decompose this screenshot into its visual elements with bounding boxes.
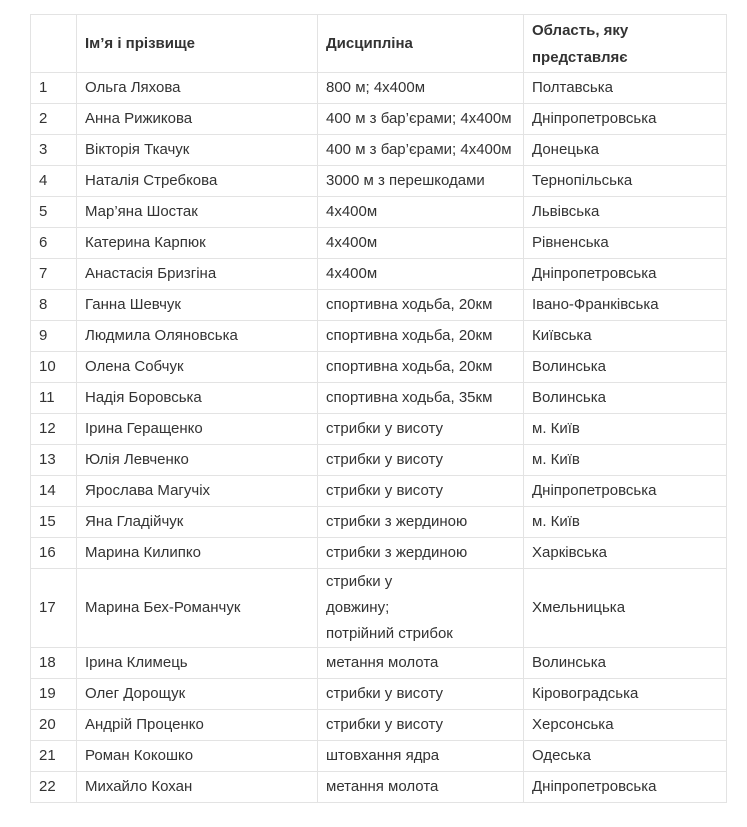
discipline-cell: спортивна ходьба, 20км xyxy=(318,290,524,321)
table-row xyxy=(31,135,727,166)
athlete-name-cell: Ярослава Магучіх xyxy=(77,476,318,507)
athlete-name-cell: Ганна Шевчук xyxy=(77,290,318,321)
discipline-cell: стрибки з жердиною xyxy=(318,538,524,569)
table-row xyxy=(31,104,727,135)
table-body xyxy=(31,73,727,803)
discipline-cell: стрибки у висоту xyxy=(318,710,524,741)
discipline-cell: 4х400м xyxy=(318,197,524,228)
table-row xyxy=(31,507,727,538)
region-cell: Волинська xyxy=(524,648,727,679)
table-row xyxy=(31,538,727,569)
region-cell: Львівська xyxy=(524,197,727,228)
header-number xyxy=(31,15,77,73)
table-row xyxy=(31,414,727,445)
table-row xyxy=(31,321,727,352)
region-cell: Тернопільська xyxy=(524,166,727,197)
discipline-cell: метання молота xyxy=(318,648,524,679)
table-row xyxy=(31,290,727,321)
region-cell: Донецька xyxy=(524,135,727,166)
table-row xyxy=(31,73,727,104)
discipline-cell: стрибки у висоту xyxy=(318,476,524,507)
region-cell: Полтавська xyxy=(524,73,727,104)
row-number-cell: 21 xyxy=(31,741,77,772)
discipline-cell: спортивна ходьба, 20км xyxy=(318,352,524,383)
athlete-name-cell: Андрій Проценко xyxy=(77,710,318,741)
row-number-cell: 12 xyxy=(31,414,77,445)
table-row xyxy=(31,445,727,476)
region-cell: Одеська xyxy=(524,741,727,772)
region-cell: м. Київ xyxy=(524,507,727,538)
discipline-cell: метання молота xyxy=(318,772,524,803)
athlete-name-cell: Вікторія Ткачук xyxy=(77,135,318,166)
table-row xyxy=(31,197,727,228)
table-row xyxy=(31,352,727,383)
table-row xyxy=(31,710,727,741)
athlete-name-cell: Олена Собчук xyxy=(77,352,318,383)
table-row xyxy=(31,741,727,772)
discipline-cell: спортивна ходьба, 20км xyxy=(318,321,524,352)
table-header-row xyxy=(31,15,727,73)
table-row xyxy=(31,228,727,259)
region-cell: Хмельницька xyxy=(524,569,727,648)
region-cell: Івано-Франківська xyxy=(524,290,727,321)
table-row xyxy=(31,679,727,710)
region-cell: Волинська xyxy=(524,352,727,383)
athlete-name-cell: Олег Дорощук xyxy=(77,679,318,710)
region-cell: Волинська xyxy=(524,383,727,414)
row-number-cell: 17 xyxy=(31,569,77,648)
row-number-cell: 20 xyxy=(31,710,77,741)
athlete-name-cell: Марина Бех-Романчук xyxy=(77,569,318,648)
row-number-cell: 15 xyxy=(31,507,77,538)
athlete-name-cell: Михайло Кохан xyxy=(77,772,318,803)
row-number-cell: 11 xyxy=(31,383,77,414)
row-number-cell: 9 xyxy=(31,321,77,352)
athlete-name-cell: Анастасія Бризгіна xyxy=(77,259,318,290)
athlete-name-cell: Яна Гладійчук xyxy=(77,507,318,538)
athlete-name-cell: Ірина Геращенко xyxy=(77,414,318,445)
athlete-name-cell: Катерина Карпюк xyxy=(77,228,318,259)
row-number-cell: 5 xyxy=(31,197,77,228)
row-number-cell: 14 xyxy=(31,476,77,507)
discipline-cell: 3000 м з перешкодами xyxy=(318,166,524,197)
athlete-name-cell: Марина Килипко xyxy=(77,538,318,569)
athlete-name-cell: Ірина Климець xyxy=(77,648,318,679)
discipline-cell: 800 м; 4х400м xyxy=(318,73,524,104)
row-number-cell: 6 xyxy=(31,228,77,259)
discipline-cell: штовхання ядра xyxy=(318,741,524,772)
discipline-cell: 400 м з бар’єрами; 4х400м xyxy=(318,104,524,135)
table-row xyxy=(31,648,727,679)
discipline-cell: стрибки у висоту xyxy=(318,679,524,710)
region-cell: Кіровоградська xyxy=(524,679,727,710)
row-number-cell: 7 xyxy=(31,259,77,290)
athlete-name-cell: Мар’яна Шостак xyxy=(77,197,318,228)
athlete-name-cell: Анна Рижикова xyxy=(77,104,318,135)
region-cell: м. Київ xyxy=(524,445,727,476)
athletes-table xyxy=(30,14,727,803)
discipline-cell: 4х400м xyxy=(318,259,524,290)
region-cell: Рівненська xyxy=(524,228,727,259)
region-cell: Херсонська xyxy=(524,710,727,741)
athlete-name-cell: Надія Боровська xyxy=(77,383,318,414)
discipline-cell: 400 м з бар’єрами; 4х400м xyxy=(318,135,524,166)
row-number-cell: 3 xyxy=(31,135,77,166)
table-row xyxy=(31,772,727,803)
table-row xyxy=(31,476,727,507)
row-number-cell: 22 xyxy=(31,772,77,803)
row-number-cell: 1 xyxy=(31,73,77,104)
table-row xyxy=(31,383,727,414)
discipline-cell: стрибки у висоту xyxy=(318,445,524,476)
region-cell: Дніпропетровська xyxy=(524,104,727,135)
discipline-cell: стрибки у висоту xyxy=(318,414,524,445)
row-number-cell: 18 xyxy=(31,648,77,679)
region-cell: Дніпропетровська xyxy=(524,772,727,803)
row-number-cell: 19 xyxy=(31,679,77,710)
athlete-name-cell: Людмила Оляновська xyxy=(77,321,318,352)
discipline-cell: стрибки у довжину; потрійний стрибок xyxy=(318,569,524,648)
region-cell: Дніпропетровська xyxy=(524,259,727,290)
table-row xyxy=(31,259,727,290)
row-number-cell: 16 xyxy=(31,538,77,569)
table-row xyxy=(31,569,727,648)
row-number-cell: 10 xyxy=(31,352,77,383)
header-name: Ім’я і прізвище xyxy=(77,15,318,73)
region-cell: Харківська xyxy=(524,538,727,569)
athlete-name-cell: Роман Кокошко xyxy=(77,741,318,772)
region-cell: м. Київ xyxy=(524,414,727,445)
region-cell: Дніпропетровська xyxy=(524,476,727,507)
row-number-cell: 13 xyxy=(31,445,77,476)
header-discipline: Дисципліна xyxy=(318,15,524,73)
row-number-cell: 8 xyxy=(31,290,77,321)
athlete-name-cell: Ольга Ляхова xyxy=(77,73,318,104)
discipline-cell: 4х400м xyxy=(318,228,524,259)
region-cell: Київська xyxy=(524,321,727,352)
athlete-name-cell: Наталія Стребкова xyxy=(77,166,318,197)
row-number-cell: 2 xyxy=(31,104,77,135)
discipline-cell: стрибки з жердиною xyxy=(318,507,524,538)
discipline-cell: спортивна ходьба, 35км xyxy=(318,383,524,414)
header-region: Область, яку представляє xyxy=(524,15,727,73)
table-row xyxy=(31,166,727,197)
athlete-name-cell: Юлія Левченко xyxy=(77,445,318,476)
row-number-cell: 4 xyxy=(31,166,77,197)
